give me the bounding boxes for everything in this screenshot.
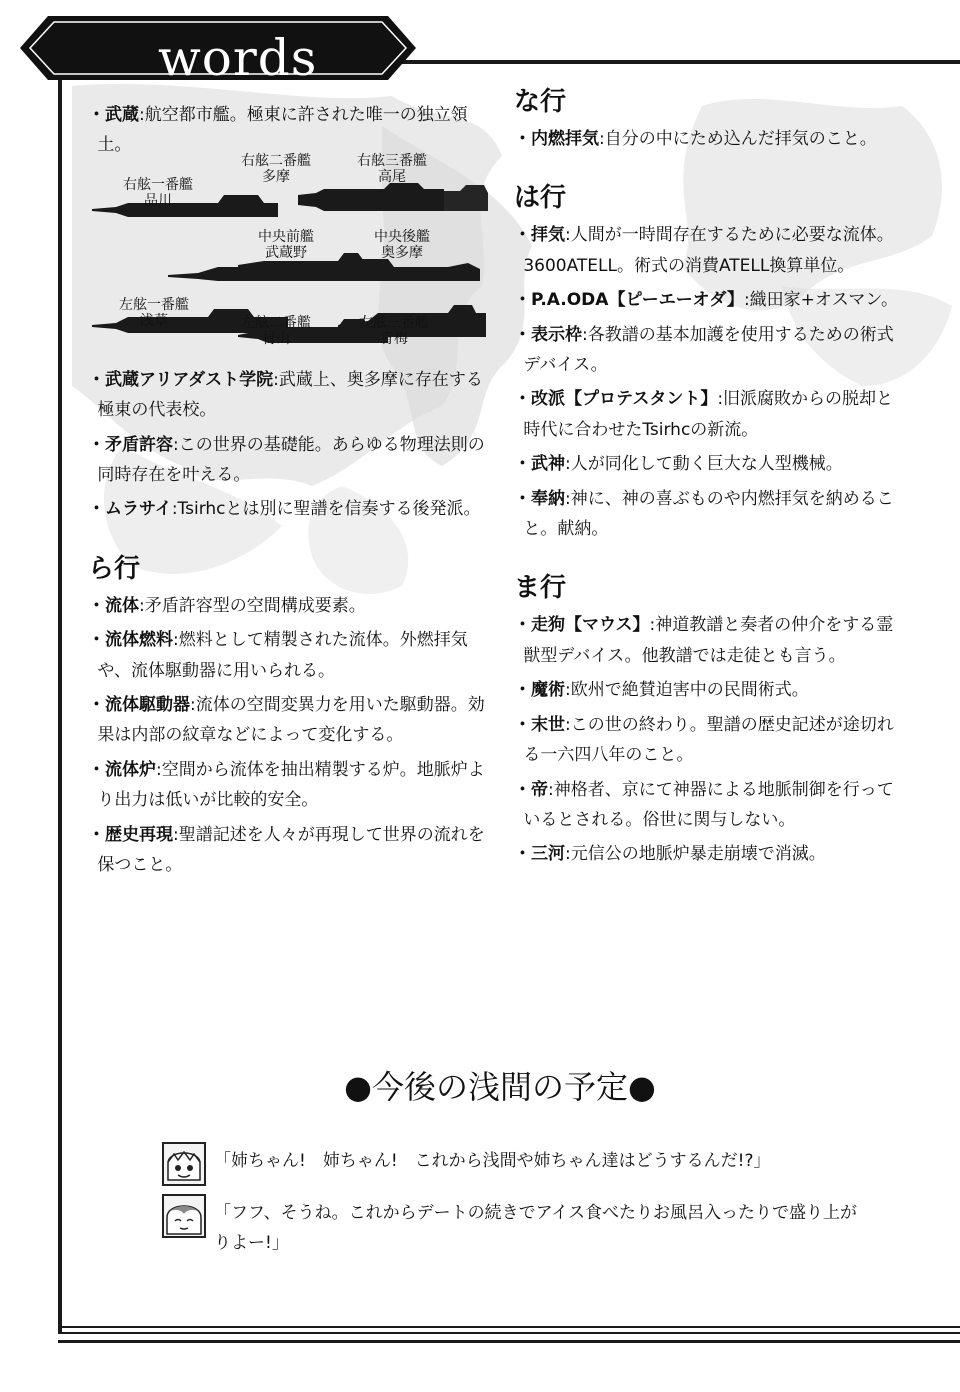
entry-term: ・矛盾許容 [88, 434, 173, 455]
glossary-entry [514, 610, 906, 671]
entry-text: :航空都市艦。極東に許された唯一の独立領土。 [97, 105, 468, 156]
entry-term: ・歴史再現 [88, 824, 173, 845]
glossary-entry [514, 449, 906, 479]
entry-term: ・流体駆動器 [88, 695, 190, 716]
entry-term: ・魔術 [514, 680, 565, 701]
entry-term: ・内燃拝気 [514, 129, 599, 149]
glossary-entry [514, 220, 906, 281]
entry-text: :この世界の基礎能。あらゆる物理法則の同時存在を叶える。 [97, 434, 485, 486]
glossary-entry [88, 755, 492, 816]
ship-label-starboard-3: 右舷三番艦 高尾 [357, 152, 427, 185]
ship-label-center-rear: 中央後艦 奥多摩 [374, 228, 430, 261]
entry-text: :人が同化して動く巨大な人型機械。 [565, 454, 843, 475]
entry-text: :織田家+オスマン。 [743, 290, 899, 311]
entry-term: ・流体炉 [88, 759, 156, 780]
glossary-entry [514, 710, 906, 771]
entry-term: ・末世 [514, 714, 565, 735]
entry-text: :神格者、京にて神器による地脈制御を行っているとされる。俗世に関与しない。 [523, 779, 894, 830]
glossary-entry [514, 775, 906, 836]
ship-label-center-front: 中央前艦 武蔵野 [258, 228, 314, 261]
entry-term: ・流体燃料 [88, 630, 173, 651]
glossary-entry [88, 591, 492, 621]
ship-label-starboard-2: 右舷二番艦 多摩 [241, 152, 311, 185]
schedule-heading: ●今後の浅間の予定● [344, 1068, 656, 1106]
entry-text: :聖譜記述を人々が再現して世界の流れを保つこと。 [97, 824, 485, 876]
entry-text: :自分の中にため込んだ拝気のこと。 [599, 129, 877, 149]
entry-text: :神道教譜と奏者の仲介をする霊獣型デバイス。他教譜では走徒とも言う。 [523, 615, 894, 666]
entry-term: ・表示枠 [514, 324, 582, 345]
entry-text: :神に、神の喜ぶものや内燃拝気を納めること。献納。 [523, 488, 894, 540]
entry-term: ・P.A.ODA【ピーエーオダ】 [514, 290, 744, 311]
entry-term: ・三河 [514, 844, 565, 865]
avatar [162, 1142, 206, 1186]
entry-term: ・拝気 [514, 225, 565, 246]
dialog-text: 「フフ、そうね。これからデートの続きでアイス食べたりお風呂入ったりで盛り上がりよー!」 [214, 1203, 857, 1253]
entry-term: ・武蔵アリアダスト学院 [88, 369, 274, 390]
glossary-entry [88, 494, 492, 524]
right-column [514, 84, 906, 874]
entry-text: :旧派腐敗からの脱却と時代に合わせたTsirhcの新流。 [523, 389, 894, 440]
glossary-entry [514, 675, 906, 705]
entry-text: :矛盾許容型の空間構成要素。 [139, 595, 366, 616]
entry-term: ・奉納 [514, 488, 565, 509]
glossary-entry [88, 365, 492, 426]
entry-text: :空間から流体を抽出精製する炉。地脈炉より出力は低いが比較的安全。 [97, 759, 485, 811]
glossary-entry [88, 690, 492, 751]
glossary-entry [514, 285, 906, 315]
entry-term: ・ムラサイ [88, 499, 172, 520]
ship-label-port-1: 左舷一番艦 浅草 [119, 296, 189, 329]
left-column [88, 100, 492, 885]
entry-text: :この世の終わり。聖譜の歴史記述が途切れる一六四八年のこと。 [523, 714, 894, 766]
glossary-entry [88, 625, 492, 686]
entry-term: ・武蔵 [88, 105, 139, 125]
entry-text: :人間が一時間存在するために必要な流体。3600ATELL。術式の消費ATELL換算単位。 [523, 225, 894, 276]
entry-text: :流体の空間変異力を用いた駆動器。効果は内部の紋章などによって変化する。 [97, 695, 485, 746]
character-face-icon [164, 1144, 204, 1184]
glossary-entry [88, 430, 492, 491]
ship-label-starboard-1: 右舷一番艦 品川 [123, 176, 193, 209]
entry-term: ・走狗【マウス】 [514, 615, 650, 636]
frame-bottom-line [58, 1340, 960, 1343]
entry-term: ・流体 [88, 595, 139, 616]
avatar [162, 1194, 206, 1238]
entry-term: ・改派【プロテスタント】 [514, 389, 718, 410]
glossary-entry [88, 820, 492, 881]
frame-bottom-rule [58, 1326, 960, 1334]
glossary-entry [514, 320, 906, 381]
entry-text: :元信公の地脈炉暴走崩壊で消滅。 [565, 844, 826, 865]
dialog-text: 「姉ちゃん! 姉ちゃん! これから浅間や姉ちゃん達はどうするんだ!?」 [214, 1151, 771, 1171]
section-heading-ra: ら行 [88, 553, 141, 584]
entry-term: ・帝 [514, 779, 548, 800]
entry-text: :Tsirhcとは別に聖譜を信奏する後発派。 [171, 499, 481, 520]
glossary-entry [514, 384, 906, 445]
ship-label-port-3: 左舷三番艦 青梅 [359, 314, 429, 347]
character-face-icon [164, 1196, 204, 1236]
words-banner [18, 14, 418, 87]
glossary-entry [514, 124, 906, 154]
entry-text: :各教譜の基本加護を使用するための術式デバイス。 [523, 324, 894, 376]
ship-label-port-2: 左舷二番艦 村山 [241, 314, 311, 347]
section-heading-ma: ま行 [514, 573, 567, 604]
entry-text: :武蔵上、奥多摩に存在する極東の代表校。 [97, 369, 483, 421]
section-heading-ha: は行 [514, 183, 567, 214]
entry-text: :燃料として精製された流体。外燃拝気や、流体駆動器に用いられる。 [97, 630, 468, 681]
entry-text: :欧州で絶賛迫害中の民間術式。 [565, 680, 809, 701]
section-heading-na: な行 [514, 87, 567, 117]
page-title: words [158, 29, 318, 87]
glossary-entry [514, 484, 906, 545]
entry-term: ・武神 [514, 454, 565, 475]
glossary-entry [514, 839, 906, 869]
glossary-entry [88, 100, 492, 161]
ship-formation-diagram [88, 152, 492, 355]
